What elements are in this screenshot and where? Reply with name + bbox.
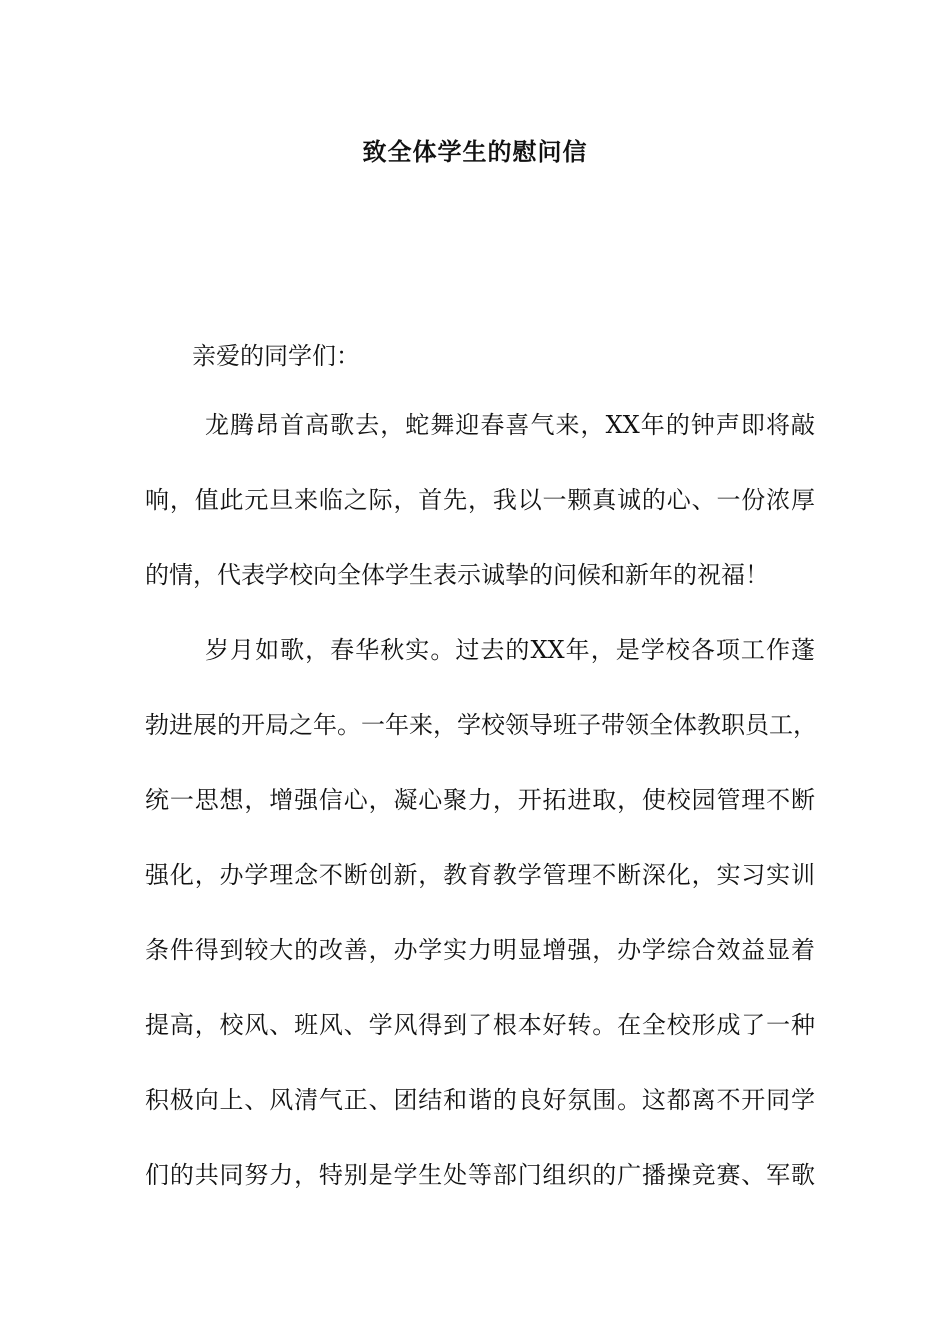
- paragraph-1-line-1: 龙腾昂首高歌去，蛇舞迎春喜气来，XX年的钟声即将敲: [205, 411, 815, 439]
- page-title: 致全体学生的慰问信: [362, 138, 588, 166]
- paragraph-2-line-7: 积极向上、风清气正、团结和谐的良好氛围。这都离不开同学: [145, 1086, 815, 1114]
- paragraph-1-line-2: 响，值此元旦来临之际，首先，我以一颗真诚的心、一份浓厚: [145, 486, 815, 514]
- paragraph-2-line-8: 们的共同努力，特别是学生处等部门组织的广播操竞赛、军歌: [145, 1161, 815, 1189]
- paragraph-2-line-3: 统一思想，增强信心，凝心聚力，开拓进取，使校园管理不断: [145, 786, 815, 814]
- paragraph-2-line-1: 岁月如歌，春华秋实。过去的XX年，是学校各项工作蓬: [205, 636, 815, 664]
- paragraph-2-line-6: 提高，校风、班风、学风得到了根本好转。在全校形成了一种: [145, 1011, 815, 1039]
- greeting: 亲爱的同学们：: [192, 342, 360, 370]
- paragraph-2-line-5: 条件得到较大的改善，办学实力明显增强，办学综合效益显着: [145, 936, 815, 964]
- paragraph-2-line-2: 勃进展的开局之年。一年来，学校领导班子带领全体教职员工，: [145, 711, 817, 739]
- paragraph-1-line-3: 的情，代表学校向全体学生表示诚挚的问候和新年的祝福！: [145, 561, 769, 589]
- paragraph-2-line-4: 强化，办学理念不断创新，教育教学管理不断深化，实习实训: [145, 861, 815, 889]
